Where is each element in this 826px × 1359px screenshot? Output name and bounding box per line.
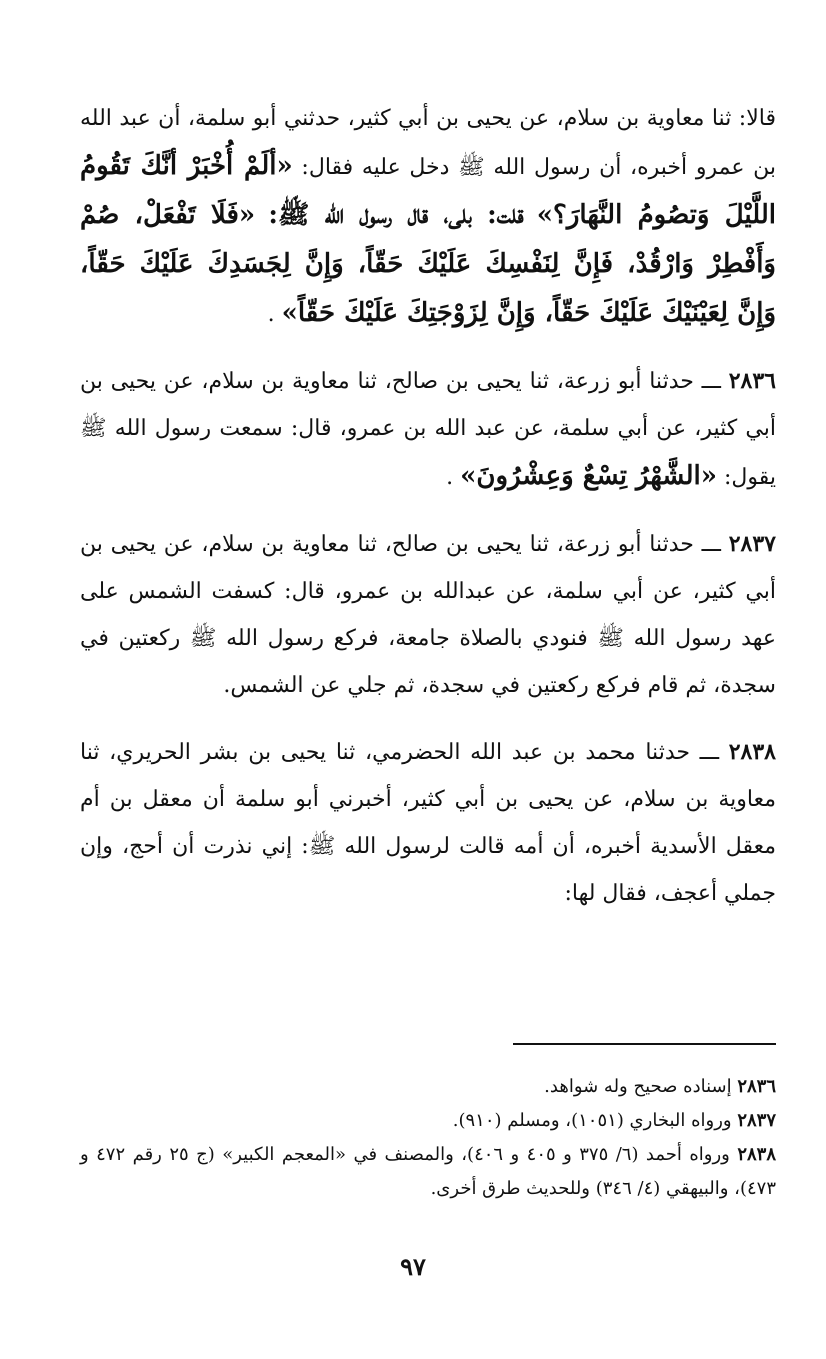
hadith-quote: «ألَمْ أُخْبَرْ أنَّكَ تَقُومُ اللَّيْلَ وَتصُومُ النَّهَارَ؟» [80,151,776,230]
paragraph-continuation [80,95,776,338]
footnote-divider [513,1043,776,1045]
hadith-number: ٢٨٣٦ [728,368,776,394]
footnote-item [80,1070,776,1104]
footnote-item [80,1104,776,1138]
footnote-number: ٢٨٣٦ [737,1076,776,1097]
hadith-text: ـــ حدثنا أبو زرعة، ثنا يحيى بن صالح، ثنا معاوية بن سلام، عن يحيى بن أبي كثير، عن أبي سلمة، عن عبدالله بن عمرو، قال: كسفت الشمس على عهد رسول الله ﷺ فنودي بالصلاة جامعة، فركع رسول الله ﷺ ركعتين في سجدة، ثم قام فركع ركعتين في سجدة، ثم جلي عن الشمس. [80,532,776,698]
hadith-2837 [80,521,776,709]
footnotes [80,1070,776,1206]
hadith-text: ـــ حدثنا محمد بن عبد الله الحضرمي، ثنا يحيى بن بشر الحريري، ثنا معاوية بن سلام، عن يحيى بن أبي كثير، أخبرني أبو سلمة أن معقل بن أم معقل الأسدية أخبره، أن أمه قالت لرسول الله ﷺ: إني نذرت أن أحج، وإن جملي أعجف، فقال لها: [80,740,776,906]
footnote-number: ٢٨٣٨ [737,1144,776,1165]
footnote-text: ورواه البخاري (١٠٥١)، ومسلم (٩١٠). [452,1110,732,1131]
hadith-number: ٢٨٣٨ [728,739,776,765]
period: . [446,465,454,490]
footnote-number: ٢٨٣٧ [737,1110,776,1131]
footnote-item [80,1138,776,1206]
footnote-text: إسناده صحيح وله شواهد. [544,1076,732,1097]
footnote-text: ورواه أحمد (٦/ ٣٧٥ و ٤٠٥ و ٤٠٦)، والمصنف في «المعجم الكبير» (ج ٢٥ رقم ٤٧٢ و ٤٧٣)، والبيهقي (٤/ ٣٤٦) وللحديث طرق أخرى. [80,1144,776,1199]
page-number: ٩٧ [400,1252,426,1281]
hadith-quote: «الشَّهْرُ تِسْعٌ وَعِشْرُونَ» [460,461,717,491]
narrator-reply: قلت: بلى، قال رسول الله ﷺ: [268,200,524,230]
hadith-2838 [80,729,776,917]
isnad-text: ـــ حدثنا أبو زرعة، ثنا يحيى بن صالح، ثنا معاوية بن سلام، عن يحيى بن أبي كثير، عن أبي سلمة، عن عبد الله بن عمرو، قال: سمعت رسول الله ﷺ يقول: [80,369,777,490]
hadith-number: ٢٨٣٧ [728,531,776,557]
hadith-quote: «فَلَا تَفْعَلْ، صُمْ وَأَفْطِرْ وَارْقُدْ، فَإِنَّ لِنَفْسِكَ عَلَيْكَ حَقّاً، وَإِنَّ لِجَسَدِكَ عَلَيْكَ حَقّاً، وَإِنَّ لِعَيْنَيْكَ عَلَيْكَ حَقّاً، وَإِنَّ لِزَوْجَتِكَ عَلَيْكَ حَقّاً» [80,200,776,328]
period: . [267,302,275,327]
hadith-2836 [80,358,776,501]
isnad-text: قالا: ثنا معاوية بن سلام، عن يحيى بن أبي كثير، حدثني أبو سلمة، أن عبد الله بن عمرو أخبره، أن رسول الله ﷺ دخل عليه فقال: [80,106,776,180]
